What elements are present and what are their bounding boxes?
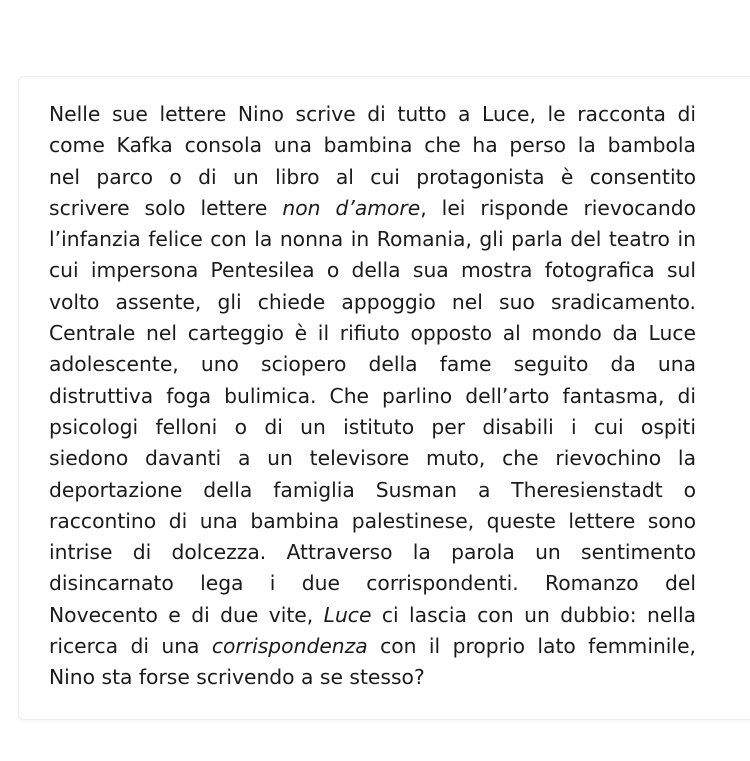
text-segment: distruttiva foga bulimica. Che parlino dell’arto fantasma, di	[49, 383, 696, 408]
text-line	[49, 193, 696, 224]
text-segment: ricerca di una	[49, 634, 212, 659]
text-segment: ci lascia con un dubbio: nella	[371, 602, 697, 627]
text-line	[49, 99, 696, 130]
text-line	[49, 631, 696, 662]
text-line	[49, 506, 696, 537]
text-line	[49, 381, 696, 412]
article-paragraph	[49, 99, 696, 694]
text-line	[49, 568, 696, 599]
text-segment: psicologi felloni o di un istituto per disabili i cui ospiti	[49, 414, 696, 439]
text-line	[49, 475, 696, 506]
text-segment: scrivere solo lettere	[49, 195, 283, 220]
text-segment: cui impersona Pentesilea o della sua mostra fotografica sul	[49, 258, 696, 283]
text-line	[49, 224, 696, 255]
text-segment: Centrale nel carteggio è il rifiuto opposto al mondo da Luce	[49, 321, 696, 346]
text-line	[49, 537, 696, 568]
text-line	[49, 287, 696, 318]
text-segment: deportazione della famiglia Susman a Theresienstadt o	[49, 477, 696, 502]
text-line	[49, 130, 696, 161]
text-line	[49, 162, 696, 193]
italic-text: non d’amore	[282, 195, 421, 220]
text-segment: siedono davanti a un televisore muto, che rievochino la	[49, 446, 696, 471]
text-segment: , lei risponde rievocando	[420, 195, 697, 220]
text-segment: come Kafka consola una bambina che ha perso la bambola	[49, 133, 696, 158]
text-segment: l’infanzia felice con la nonna in Romania, gli parla del teatro in	[49, 227, 696, 252]
text-segment: raccontino di una bambina palestinese, queste lettere sono	[49, 508, 696, 533]
text-segment: Nino sta forse scrivendo a se stesso?	[49, 665, 425, 690]
text-line	[49, 443, 696, 474]
text-line	[49, 412, 696, 443]
text-segment: nel parco o di un libro al cui protagonista è consentito	[49, 164, 696, 189]
text-segment: Novecento e di due vite,	[49, 602, 324, 627]
text-line	[49, 318, 696, 349]
text-segment: adolescente, uno sciopero della fame seguito da una	[49, 352, 696, 377]
text-segment: Nelle sue lettere Nino scrive di tutto a Luce, le racconta di	[49, 102, 696, 126]
text-segment: disincarnato lega i due corrispondenti. Romanzo del	[49, 571, 696, 596]
text-line	[49, 662, 696, 693]
text-line	[49, 349, 696, 380]
text-segment: volto assente, gli chiede appoggio nel suo sradicamento.	[49, 289, 696, 314]
italic-text: corrispondenza	[211, 634, 368, 659]
text-segment: con il proprio lato femminile,	[367, 634, 696, 659]
italic-text: Luce	[323, 602, 372, 627]
text-line	[49, 255, 696, 286]
text-line	[49, 600, 696, 631]
text-segment: intrise di dolcezza. Attraverso la parola un sentimento	[49, 540, 696, 565]
